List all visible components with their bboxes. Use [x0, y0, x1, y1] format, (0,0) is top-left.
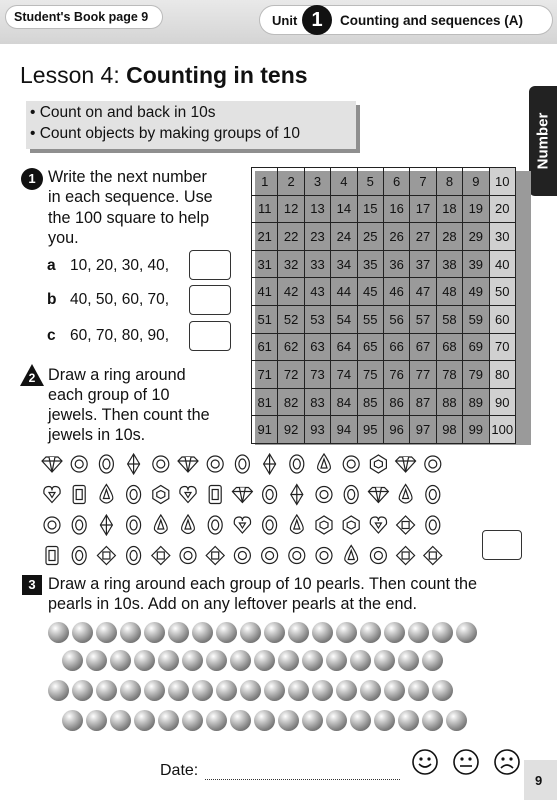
item-c-label: c	[47, 327, 56, 344]
hundred-cell: 22	[278, 223, 304, 251]
hundred-cell: 71	[252, 361, 278, 389]
square-jewel-icon	[97, 547, 115, 565]
hundred-cell: 4	[331, 168, 357, 196]
hundred-cell: 16	[383, 195, 409, 223]
hundred-cell: 8	[436, 168, 462, 196]
pearl	[216, 622, 237, 643]
hundred-cell: 47	[410, 278, 436, 306]
hundred-cell: 48	[436, 278, 462, 306]
item-a-label: a	[47, 257, 56, 274]
date-label: Date:	[160, 762, 199, 779]
oval-jewel-icon	[72, 547, 86, 565]
pearl	[96, 622, 117, 643]
hundred-cell: 15	[357, 195, 383, 223]
pearl	[350, 710, 371, 731]
hundred-cell: 91	[252, 416, 278, 444]
hundred-cell: 46	[383, 278, 409, 306]
drop-jewel-icon	[399, 485, 412, 504]
hexagon-jewel-icon	[343, 516, 359, 534]
hundred-cell: 61	[252, 333, 278, 361]
hundred-cell: 30	[489, 223, 515, 251]
item-a-answer-box[interactable]	[189, 250, 231, 280]
hundred-cell: 94	[331, 416, 357, 444]
question-2-line: Draw a ring around	[48, 366, 186, 384]
lesson-name: Counting in tens	[126, 62, 308, 88]
date-line[interactable]	[205, 779, 400, 780]
rectangle-jewel-icon	[73, 486, 85, 504]
unit-number: 1	[302, 5, 332, 35]
hundred-cell: 98	[436, 416, 462, 444]
oval-jewel-icon	[263, 516, 277, 534]
pearl	[288, 622, 309, 643]
drop-jewel-icon	[290, 515, 303, 534]
hundred-row	[252, 223, 516, 251]
jewel-answer-box[interactable]	[482, 530, 522, 560]
item-c-sequence: 60, 70, 80, 90,	[70, 327, 170, 344]
pearl	[206, 710, 227, 731]
pearl	[384, 622, 405, 643]
pearl	[144, 680, 165, 701]
hundred-cell: 53	[304, 305, 330, 333]
hundred-cell: 57	[410, 305, 436, 333]
circle-jewel-icon	[343, 456, 359, 472]
question-1-line: in each sequence. Use	[48, 188, 213, 206]
hundred-cell: 74	[331, 361, 357, 389]
rectangle-jewel-icon	[46, 547, 58, 565]
hundred-cell: 50	[489, 278, 515, 306]
hundred-cell: 80	[489, 361, 515, 389]
hundred-cell: 25	[357, 223, 383, 251]
objective-item: • Count on and back in 10s	[30, 104, 216, 121]
drop-jewel-icon	[318, 454, 331, 473]
pearl	[72, 680, 93, 701]
hundred-cell: 97	[410, 416, 436, 444]
hundred-cell: 5	[357, 168, 383, 196]
hexagon-jewel-icon	[316, 516, 332, 534]
circle-jewel-icon	[44, 517, 60, 533]
hundred-cell: 90	[489, 388, 515, 416]
pearl	[312, 622, 333, 643]
circle-jewel-icon	[425, 456, 441, 472]
hexagon-jewel-icon	[153, 486, 169, 504]
circle-jewel-icon	[207, 456, 223, 472]
pearl	[192, 622, 213, 643]
hundred-cell: 12	[278, 195, 304, 223]
question-3-line: pearls in 10s. Add on any leftover pearls at the end.	[48, 595, 417, 613]
hundred-cell: 39	[463, 250, 489, 278]
drop-jewel-icon	[154, 515, 167, 534]
pearl	[422, 710, 443, 731]
hundred-row	[252, 361, 516, 389]
pearl	[168, 622, 189, 643]
oval-jewel-icon	[290, 455, 304, 473]
pearl	[72, 622, 93, 643]
hundred-cell: 62	[278, 333, 304, 361]
hundred-cell: 24	[331, 223, 357, 251]
heart-jewel-icon	[234, 517, 250, 533]
hundred-cell: 37	[410, 250, 436, 278]
item-b-answer-box[interactable]	[189, 285, 231, 315]
hundred-cell: 83	[304, 388, 330, 416]
pearl	[422, 650, 443, 671]
pearl	[168, 680, 189, 701]
hundred-row	[252, 278, 516, 306]
hundred-cell: 88	[436, 388, 462, 416]
hundred-cell: 64	[331, 333, 357, 361]
pearl	[120, 680, 141, 701]
question-1-line: Write the next number	[48, 168, 207, 186]
page-number: 9	[535, 773, 543, 788]
hundred-cell: 82	[278, 388, 304, 416]
hundred-row	[252, 333, 516, 361]
hundred-cell: 76	[383, 361, 409, 389]
kite-jewel-icon	[100, 515, 112, 535]
hundred-row	[252, 195, 516, 223]
oval-jewel-icon	[127, 547, 141, 565]
oval-jewel-icon	[99, 455, 113, 473]
pearl	[230, 650, 251, 671]
pearl	[374, 710, 395, 731]
diamond-jewel-icon	[232, 488, 252, 503]
pearl	[336, 680, 357, 701]
hundred-cell: 44	[331, 278, 357, 306]
circle-jewel-icon	[153, 456, 169, 472]
pearl	[144, 622, 165, 643]
oval-jewel-icon	[263, 486, 277, 504]
pearl	[48, 680, 69, 701]
hundred-cell: 75	[357, 361, 383, 389]
hundred-cell: 68	[436, 333, 462, 361]
hundred-cell: 33	[304, 250, 330, 278]
hundred-cell: 72	[278, 361, 304, 389]
pearl	[326, 710, 347, 731]
hundred-cell: 28	[436, 223, 462, 251]
pearl	[264, 622, 285, 643]
hexagon-jewel-icon	[370, 455, 386, 473]
hundred-cell: 93	[304, 416, 330, 444]
item-b-sequence: 40, 50, 60, 70,	[70, 291, 170, 308]
pearl	[110, 650, 131, 671]
drop-jewel-icon	[182, 515, 195, 534]
oval-jewel-icon	[72, 516, 86, 534]
hundred-cell: 78	[436, 361, 462, 389]
hundred-cell: 65	[357, 333, 383, 361]
item-b-label: b	[47, 291, 57, 308]
heart-jewel-icon	[180, 487, 196, 503]
neutral-face-icon[interactable]	[454, 750, 478, 774]
pearl	[134, 710, 155, 731]
pearl	[302, 650, 323, 671]
pearl	[62, 710, 83, 731]
pearl	[302, 710, 323, 731]
question-1-number: 1	[21, 168, 43, 190]
hundred-cell: 18	[436, 195, 462, 223]
hundred-cell: 6	[383, 168, 409, 196]
pearl	[336, 622, 357, 643]
diamond-jewel-icon	[396, 457, 416, 472]
pearl	[288, 680, 309, 701]
hundred-cell: 59	[463, 305, 489, 333]
hundred-cell: 32	[278, 250, 304, 278]
pearl	[62, 650, 83, 671]
pearl	[192, 680, 213, 701]
hundred-cell: 26	[383, 223, 409, 251]
pearl	[408, 680, 429, 701]
hundred-cell: 95	[357, 416, 383, 444]
happy-face-icon[interactable]	[413, 750, 437, 774]
question-3-number: 3	[22, 575, 42, 595]
hundred-cell: 38	[436, 250, 462, 278]
circle-jewel-icon	[370, 548, 386, 564]
pearl	[432, 680, 453, 701]
hundred-cell: 86	[383, 388, 409, 416]
book-reference: Student's Book page 9	[6, 6, 162, 28]
pearl	[360, 680, 381, 701]
pearl	[456, 622, 477, 643]
hundred-cell: 56	[383, 305, 409, 333]
circle-jewel-icon	[262, 548, 278, 564]
square-jewel-icon	[397, 516, 415, 534]
hundred-cell: 23	[304, 223, 330, 251]
hundred-cell: 40	[489, 250, 515, 278]
kite-jewel-icon	[291, 485, 303, 505]
drop-jewel-icon	[345, 546, 358, 565]
hundred-cell: 21	[252, 223, 278, 251]
hundred-row	[252, 168, 516, 196]
hundred-cell: 42	[278, 278, 304, 306]
self-assessment-faces	[410, 746, 522, 778]
question-3-line: Draw a ring around each group of 10 pearls. Then count the	[48, 575, 477, 593]
hundred-cell: 3	[304, 168, 330, 196]
pearl	[398, 650, 419, 671]
heart-jewel-icon	[44, 487, 60, 503]
heart-jewel-icon	[370, 517, 386, 533]
side-tab	[529, 86, 557, 196]
hundred-cell: 79	[463, 361, 489, 389]
diamond-jewel-icon	[368, 488, 388, 503]
pearl	[398, 710, 419, 731]
hundred-cell: 2	[278, 168, 304, 196]
pearl	[446, 710, 467, 731]
square-jewel-icon	[152, 547, 170, 565]
circle-jewel-icon	[289, 548, 305, 564]
pearl	[206, 650, 227, 671]
pearl	[182, 650, 203, 671]
hundred-square	[251, 167, 516, 444]
hundred-cell: 9	[463, 168, 489, 196]
pearl	[278, 710, 299, 731]
question-2-number: 2	[28, 371, 36, 385]
pearl	[408, 622, 429, 643]
hundred-cell: 100	[489, 416, 515, 444]
pearl	[96, 680, 117, 701]
pearl	[216, 680, 237, 701]
hundred-cell: 70	[489, 333, 515, 361]
pearl	[182, 710, 203, 731]
pearl	[230, 710, 251, 731]
hundred-cell: 77	[410, 361, 436, 389]
hundred-cell: 89	[463, 388, 489, 416]
circle-jewel-icon	[234, 548, 250, 564]
hundred-cell: 51	[252, 305, 278, 333]
side-tab-label: Number	[534, 112, 552, 170]
hundred-row	[252, 305, 516, 333]
question-1-line: the 100 square to help	[48, 209, 210, 227]
question-1-line: you.	[48, 229, 79, 247]
question-2-line: jewels. Then count the	[48, 406, 210, 424]
hundred-cell: 54	[331, 305, 357, 333]
pearl	[134, 650, 155, 671]
hundred-cell: 73	[304, 361, 330, 389]
pearl	[360, 622, 381, 643]
pearl	[86, 650, 107, 671]
square-jewel-icon	[397, 547, 415, 565]
circle-jewel-icon	[180, 548, 196, 564]
pearl	[240, 680, 261, 701]
circle-jewel-icon	[71, 456, 87, 472]
circle-jewel-icon	[316, 487, 332, 503]
hundred-cell: 55	[357, 305, 383, 333]
hundred-cell: 81	[252, 388, 278, 416]
hundred-cell: 87	[410, 388, 436, 416]
square-jewel-icon	[206, 547, 224, 565]
pearl	[350, 650, 371, 671]
hundred-cell: 60	[489, 305, 515, 333]
hundred-cell: 19	[463, 195, 489, 223]
diamond-jewel-icon	[178, 457, 198, 472]
rectangle-jewel-icon	[209, 486, 221, 504]
unit-label: Unit	[272, 13, 298, 28]
hundred-cell: 96	[383, 416, 409, 444]
hundred-row	[252, 388, 516, 416]
circle-jewel-icon	[316, 548, 332, 564]
hundred-cell: 67	[410, 333, 436, 361]
oval-jewel-icon	[127, 486, 141, 504]
hundred-row	[252, 416, 516, 444]
hundred-cell: 1	[252, 168, 278, 196]
sad-face-icon[interactable]	[495, 750, 519, 774]
pearl	[48, 622, 69, 643]
oval-jewel-icon	[127, 516, 141, 534]
pearl	[264, 680, 285, 701]
hundred-cell: 10	[489, 168, 515, 196]
pearl	[278, 650, 299, 671]
pearl	[326, 650, 347, 671]
hundred-cell: 17	[410, 195, 436, 223]
oval-jewel-icon	[426, 486, 440, 504]
lesson-title	[20, 62, 308, 89]
pearl	[120, 622, 141, 643]
kite-jewel-icon	[264, 454, 276, 474]
unit-title: Counting and sequences (A)	[340, 13, 524, 28]
pearl	[86, 710, 107, 731]
item-c-answer-box[interactable]	[189, 321, 231, 351]
oval-jewel-icon	[344, 486, 358, 504]
question-2-line: each group of 10	[48, 386, 170, 404]
hundred-cell: 41	[252, 278, 278, 306]
hundred-cell: 63	[304, 333, 330, 361]
pearl	[254, 650, 275, 671]
hundred-cell: 52	[278, 305, 304, 333]
item-a-sequence: 10, 20, 30, 40,	[70, 257, 170, 274]
hundred-cell: 58	[436, 305, 462, 333]
hundred-cell: 27	[410, 223, 436, 251]
oval-jewel-icon	[208, 516, 222, 534]
kite-jewel-icon	[128, 454, 140, 474]
hundred-cell: 31	[252, 250, 278, 278]
pearl	[374, 650, 395, 671]
hundred-cell: 13	[304, 195, 330, 223]
hundred-cell: 36	[383, 250, 409, 278]
hundred-row	[252, 250, 516, 278]
hundred-cell: 34	[331, 250, 357, 278]
hundred-cell: 14	[331, 195, 357, 223]
diamond-jewel-icon	[42, 457, 62, 472]
objective-item: • Count objects by making groups of 10	[30, 125, 300, 142]
pearl	[110, 710, 131, 731]
pearl	[312, 680, 333, 701]
hundred-cell: 92	[278, 416, 304, 444]
square-jewel-icon	[424, 547, 442, 565]
hundred-cell: 11	[252, 195, 278, 223]
hundred-cell: 29	[463, 223, 489, 251]
hundred-cell: 84	[331, 388, 357, 416]
hundred-cell: 49	[463, 278, 489, 306]
hundred-cell: 20	[489, 195, 515, 223]
pearl	[158, 650, 179, 671]
oval-jewel-icon	[235, 455, 249, 473]
pearl	[384, 680, 405, 701]
hundred-cell: 45	[357, 278, 383, 306]
pearl	[158, 710, 179, 731]
hundred-cell: 43	[304, 278, 330, 306]
hundred-cell: 69	[463, 333, 489, 361]
pearl	[240, 622, 261, 643]
pearl	[432, 622, 453, 643]
hundred-cell: 66	[383, 333, 409, 361]
hundred-cell: 35	[357, 250, 383, 278]
hundred-cell: 7	[410, 168, 436, 196]
question-2-line: jewels in 10s.	[48, 426, 146, 444]
oval-jewel-icon	[426, 516, 440, 534]
hundred-cell: 99	[463, 416, 489, 444]
drop-jewel-icon	[100, 485, 113, 504]
pearl	[254, 710, 275, 731]
jewel-grid	[40, 448, 480, 568]
lesson-prefix: Lesson 4:	[20, 62, 127, 88]
hundred-cell: 85	[357, 388, 383, 416]
